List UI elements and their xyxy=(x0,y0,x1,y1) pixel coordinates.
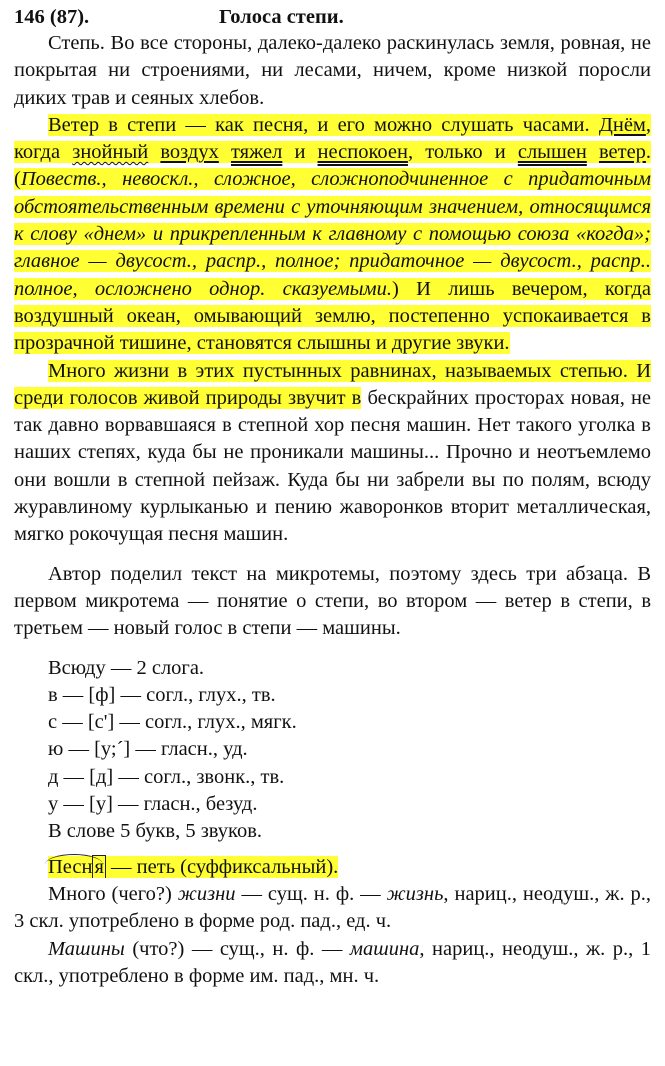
highlighted-sentence-2 xyxy=(14,114,651,354)
syntax-analysis: Повеств., невоскл., сложное, сложноподчиненное с придаточным обстоятельственным времени с уточняющим значением, относящимся к слову «днем» и прикрепленным к главному с помощью союза «когда»; главное — двусост., распр., полное; придаточное — двусост., распр.. полное, осложнено однор. сказуемыми. xyxy=(14,168,651,300)
morpheme-ending: я xyxy=(94,855,104,878)
paragraph-3 xyxy=(14,358,651,549)
exercise-header xyxy=(14,4,651,30)
italic-word: жизнь xyxy=(386,882,444,905)
text-run: и xyxy=(282,141,318,164)
italic-word: жизни xyxy=(177,882,236,905)
word-znoiny: знойный xyxy=(72,141,149,164)
morphemic-analysis xyxy=(14,854,651,881)
root-arc-mark xyxy=(45,854,103,875)
highlighted-text-3: Много жизни в этих пустынных равнинах, называемых степью. И среди голосов живой природы звучит в xyxy=(14,359,651,409)
text-run: , нариц., неодуш., ж. р., 1 скл., употреблено в форме им. пад., мн. ч. xyxy=(14,937,651,987)
spacer xyxy=(14,549,651,561)
paragraph-1: Степь. Во все стороны, далеко-далеко раскинулась земля, ровная, не покрытая ни строениями, ни лесами, ничем, кроме низкой поросли диких трав и сеяных хлебов. xyxy=(14,32,651,109)
phonetic-line: в — [ф] — согл., глух., тв. xyxy=(48,683,276,706)
phonetic-line: с — [с'] — согл., глух., мягк. xyxy=(48,711,297,734)
text-run: ) И лишь вечером, когда воздушный океан, омывающий землю, постепенно успокаивается в прозрачной тишине, становятся слышны и другие звуки. xyxy=(14,277,651,355)
morphemic-highlight xyxy=(48,856,338,878)
exercise-number: 146 (87). xyxy=(14,6,90,28)
italic-word: машина xyxy=(349,937,420,960)
spacer xyxy=(14,846,651,854)
word-veter: ветер xyxy=(598,141,646,164)
text-run xyxy=(219,141,231,163)
morph-derivation: — петь (суффиксальный). xyxy=(105,855,339,878)
spacer xyxy=(14,643,651,655)
text-run xyxy=(587,141,599,163)
text-run: . ( xyxy=(14,141,652,191)
word-vozduh: воздух xyxy=(160,141,219,164)
morphological-analysis-2 xyxy=(14,936,651,991)
root-text: Песн xyxy=(48,855,93,878)
text-run: (что?) — сущ., н. ф. — xyxy=(124,937,350,960)
phonetic-line: ю — [у;´] — гласн., уд. xyxy=(48,738,248,761)
text-run: — сущ. н. ф. — xyxy=(235,882,387,905)
microtheme-explanation: Автор поделил текст на микротемы, поэтому здесь три абзаца. В первом микротема — понятие о степи, во втором — ветер в степи, в третьем — новый голос в степи — машины. xyxy=(14,562,651,640)
text-run: , когда xyxy=(14,113,652,164)
text-run: , только и xyxy=(407,141,518,164)
word-nespokoen: неспокоен xyxy=(317,141,408,164)
phonetic-line: д — [д] — согл., звонк., тв. xyxy=(48,765,285,788)
paragraph-3-rest: бескрайних просторах новая, не так давно ворвавшаяся в степной хор песня машин. Нет такого уголка в наших степях, куда бы не проникали машины... Прочно и неотъемлемо они вошли в степной пейзаж. Куда бы ни забрели вы по полям, всюду журавлиному курлыканью и пению жаворонков вторит металлическая, мягко рокочущая песня машин. xyxy=(14,386,652,546)
phonetic-line: В слове 5 букв, 5 звуков. xyxy=(48,820,262,843)
exercise-title: Голоса степи. xyxy=(219,6,344,28)
text-run: Много (чего?) xyxy=(48,882,178,905)
word-dnem: Днём xyxy=(598,113,646,136)
italic-word: Машины xyxy=(48,937,125,960)
text-run: , нариц., неодуш., ж. р., 3 скл. употреблено в форме род. пад., ед. ч. xyxy=(14,882,652,933)
p2-sentence-1: Ветер в степи — как песня, и его можно слушать часами. xyxy=(48,113,590,136)
word-slyshen: слышен xyxy=(517,141,587,164)
paragraph-2 xyxy=(14,112,651,358)
word-tyazhel: тяжел xyxy=(230,141,283,164)
phonetic-line: Всюду — 2 слога. xyxy=(48,656,205,679)
phonetic-analysis xyxy=(14,655,651,846)
morphological-analysis-1 xyxy=(14,881,651,936)
text-run xyxy=(148,141,160,163)
phonetic-line: у — [у] — гласн., безуд. xyxy=(48,793,258,816)
morpheme-root xyxy=(48,854,92,881)
